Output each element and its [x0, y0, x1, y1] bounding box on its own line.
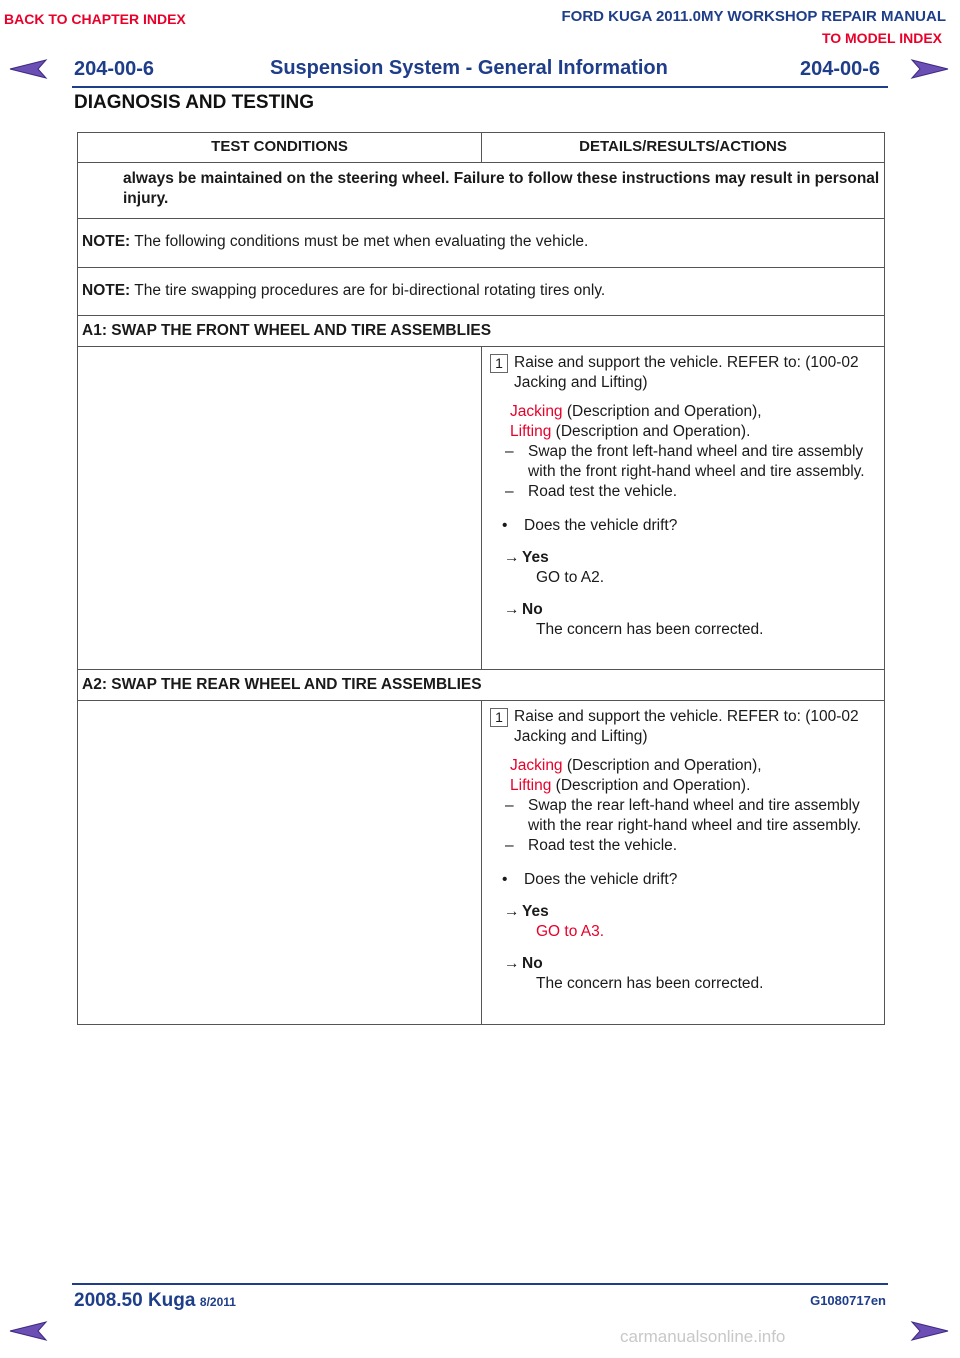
- step-number: 1: [490, 708, 508, 727]
- dash-symbol: –: [505, 443, 514, 460]
- question-item: [490, 870, 880, 890]
- lifting-link[interactable]: Lifting: [510, 423, 552, 440]
- header-rule: [72, 86, 888, 88]
- test-step-title-a1: A1: SWAP THE FRONT WHEEL AND TIRE ASSEMBLIES: [78, 316, 884, 347]
- dash-item: [490, 482, 880, 502]
- details-cell: [482, 347, 884, 669]
- go-to-a3-link[interactable]: GO to A3.: [536, 923, 605, 940]
- warning-row: [78, 163, 884, 219]
- to-model-index-link[interactable]: TO MODEL INDEX: [821, 30, 942, 46]
- back-to-chapter-index-link[interactable]: BACK TO CHAPTER INDEX: [4, 11, 186, 27]
- answer-label: Yes: [522, 903, 549, 920]
- test-step-row-a1: [78, 347, 884, 670]
- lifting-link-suffix: (Description and Operation).: [551, 423, 751, 440]
- page-number-right: 204-00-6: [800, 58, 881, 80]
- arrow-icon: →: [504, 903, 520, 920]
- test-conditions-cell: [78, 347, 482, 669]
- details-cell: [482, 701, 884, 1024]
- arrow-icon: →: [504, 955, 520, 972]
- question-text: Does the vehicle drift?: [524, 871, 678, 888]
- answer-result: The concern has been corrected.: [536, 975, 764, 992]
- answer-result: The concern has been corrected.: [536, 621, 764, 638]
- footer-model: [74, 1290, 236, 1312]
- dash-symbol: –: [505, 837, 514, 854]
- previous-page-arrow-icon[interactable]: [8, 1320, 48, 1342]
- note-text: The following conditions must be met when evaluating the vehicle.: [134, 233, 589, 250]
- column-header-test-conditions: TEST CONDITIONS: [78, 133, 482, 162]
- question-text: Does the vehicle drift?: [524, 517, 678, 534]
- test-conditions-cell: [78, 701, 482, 1024]
- dash-text: Road test the vehicle.: [528, 837, 678, 854]
- page-title: Suspension System - General Information: [270, 57, 668, 79]
- answer-yes: [490, 548, 880, 588]
- step-item: [490, 353, 880, 393]
- footer-date: 8/2011: [199, 1295, 236, 1309]
- step-text: Raise and support the vehicle. REFER to: (100-02 Jacking and Lifting): [514, 708, 859, 745]
- question-item: [490, 516, 880, 536]
- section-title: DIAGNOSIS AND TESTING: [74, 92, 314, 113]
- lifting-link[interactable]: Lifting: [510, 777, 552, 794]
- page-number-left: 204-00-6: [74, 58, 155, 80]
- answer-result: GO to A2.: [536, 569, 605, 586]
- diagnosis-table: [77, 132, 885, 1025]
- dash-text: Swap the front left-hand wheel and tire assembly with the front right-hand wheel and tire assembly.: [528, 443, 865, 480]
- step-text: Raise and support the vehicle. REFER to: (100-02 Jacking and Lifting): [514, 354, 859, 391]
- dash-symbol: –: [505, 797, 514, 814]
- footer-code: G1080717en: [810, 1293, 886, 1308]
- footer-model-name: 2008.50 Kuga: [74, 1290, 196, 1311]
- note-row-2: [78, 268, 884, 316]
- reference-lifting: [490, 422, 880, 442]
- bullet-symbol: •: [502, 871, 508, 888]
- answer-yes: [490, 902, 880, 942]
- note-text: The tire swapping procedures are for bi-directional rotating tires only.: [134, 282, 606, 299]
- lifting-link-suffix: (Description and Operation).: [551, 777, 751, 794]
- previous-page-arrow-icon[interactable]: [8, 58, 48, 80]
- jacking-link[interactable]: Jacking: [510, 757, 563, 774]
- dash-text: Swap the rear left-hand wheel and tire assembly with the rear right-hand wheel and tire assembly.: [528, 797, 862, 834]
- jacking-link[interactable]: Jacking: [510, 403, 563, 420]
- watermark: carmanualsonline.info: [620, 1327, 786, 1346]
- jacking-link-suffix: (Description and Operation),: [562, 757, 762, 774]
- answer-label: Yes: [522, 549, 549, 566]
- dash-symbol: –: [505, 483, 514, 500]
- next-page-arrow-icon[interactable]: [910, 58, 950, 80]
- bullet-symbol: •: [502, 517, 508, 534]
- column-header-details: DETAILS/RESULTS/ACTIONS: [579, 138, 787, 155]
- warning-text: always be maintained on the steering wheel. Failure to follow these instructions may result in personal injury.: [123, 170, 880, 207]
- footer-rule: [72, 1283, 888, 1285]
- answer-label: No: [522, 955, 543, 972]
- note-label: NOTE:: [82, 282, 131, 299]
- dash-item: [490, 836, 880, 856]
- note-label: NOTE:: [82, 233, 131, 250]
- step-number: 1: [490, 354, 508, 373]
- jacking-link-suffix: (Description and Operation),: [562, 403, 762, 420]
- next-page-arrow-icon[interactable]: [910, 1320, 950, 1342]
- answer-no: [490, 954, 880, 994]
- note-row-1: [78, 219, 884, 268]
- dash-text: Road test the vehicle.: [528, 483, 678, 500]
- reference-lifting: [490, 776, 880, 796]
- reference-jacking: [490, 756, 880, 776]
- manual-title: FORD KUGA 2011.0MY WORKSHOP REPAIR MANUAL: [561, 8, 946, 25]
- arrow-icon: →: [504, 601, 520, 618]
- reference-jacking: [490, 402, 880, 422]
- answer-no: [490, 600, 880, 640]
- arrow-icon: →: [504, 549, 520, 566]
- answer-label: No: [522, 601, 543, 618]
- test-step-title-a2: A2: SWAP THE REAR WHEEL AND TIRE ASSEMBLIES: [78, 670, 884, 701]
- table-header: [78, 133, 884, 163]
- dash-item: [490, 442, 880, 482]
- dash-item: [490, 796, 880, 836]
- step-item: [490, 707, 880, 747]
- test-step-row-a2: [78, 701, 884, 1024]
